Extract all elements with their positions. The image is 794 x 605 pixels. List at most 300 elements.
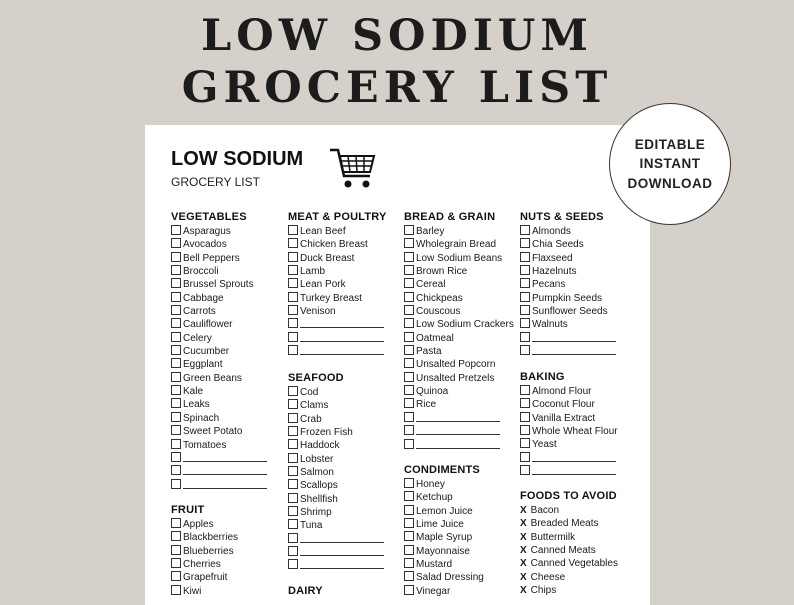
blank-list-item [288,318,387,331]
list-item [404,332,514,345]
list-item [520,305,616,318]
checkbox-icon[interactable] [520,385,530,395]
list-item-label: Spinach [183,412,220,424]
checkbox-icon[interactable] [520,238,530,248]
list-item [288,238,387,251]
checkbox-icon[interactable] [404,478,414,488]
checkbox-icon[interactable] [520,278,530,288]
list-item [171,545,238,558]
list-item-label: Cod [300,387,319,398]
list-item [288,439,384,452]
blank-list-item [288,559,384,572]
blank-write-line[interactable] [416,426,500,435]
list-item-label: Walnuts [532,319,568,331]
badge-line-1: EDITABLE [634,136,706,152]
checkbox-icon[interactable] [288,399,298,409]
checkbox-icon[interactable] [288,305,298,315]
section-dairy [288,584,323,599]
list-item-label: Almond Flour [532,386,592,397]
list-item [288,453,384,466]
list-item [404,478,484,491]
list-item-label: Kiwi [183,585,202,597]
checkbox-icon[interactable] [404,585,414,595]
list-item [171,265,267,278]
blank-list-item [520,465,618,478]
checkbox-icon[interactable] [520,318,530,328]
section-heading: FRUIT [171,504,205,516]
list-item-label: Wholegrain Bread [416,239,497,251]
list-item-label: Pumpkin Seeds [532,292,603,304]
list-item [520,504,618,517]
list-item-label: Oatmeal [416,332,454,344]
list-item [520,292,616,305]
list-item-label: Shrimp [300,507,332,519]
checkbox-icon[interactable] [171,252,181,262]
blank-write-line[interactable] [300,319,384,328]
list-item-label: Rice [416,399,437,411]
section-heading: FOODS TO AVOID [520,490,617,502]
checkbox-icon[interactable] [520,345,530,355]
checkbox-icon[interactable] [404,518,414,528]
list-item-label: Low Sodium Crackers [416,319,514,331]
blank-list-item [288,332,387,345]
checkbox-icon[interactable] [171,412,181,422]
blank-write-line[interactable] [532,346,616,355]
list-item-label: Barley [416,226,445,237]
blank-list-item [404,412,514,425]
list-item [404,238,514,251]
section-heading: DAIRY [288,585,323,597]
section-heading: MEAT & POULTRY [288,211,387,223]
section-heading: VEGETABLES [171,211,247,223]
list-item-label: Lean Pork [300,279,346,291]
list-item [520,517,618,530]
checkbox-icon[interactable] [171,385,181,395]
checkbox-icon[interactable] [288,479,298,489]
list-item [288,225,387,238]
list-item-label: Brown Rice [416,266,468,278]
checkbox-icon[interactable] [404,571,414,581]
list-item-label: Buttermilk [530,531,576,543]
checkbox-icon[interactable] [171,358,181,368]
list-item [171,332,267,345]
blank-list-item [288,546,384,559]
list-item [520,557,618,570]
section-bread-grain [404,210,514,452]
checkbox-icon[interactable] [520,292,530,302]
checkbox-icon[interactable] [404,318,414,328]
checkbox-icon[interactable] [288,519,298,529]
avoid-x-icon: X [520,518,527,530]
checkbox-icon[interactable] [288,439,298,449]
banner-title-line-1: LOW SODIUM [201,11,593,61]
list-item-label: Cereal [416,279,446,291]
list-item-label: Frozen Fish [300,427,353,439]
list-item-label: Yeast [532,439,557,451]
list-item [404,305,514,318]
blank-write-line[interactable] [416,413,500,422]
checkbox-icon[interactable] [404,278,414,288]
checkbox-icon[interactable] [520,398,530,408]
list-item-label: Pasta [416,346,442,358]
list-item-label: Quinoa [416,386,449,398]
avoid-x-icon: X [520,558,527,570]
checkbox-icon[interactable] [404,292,414,302]
list-item [520,438,618,451]
list-item-label: Cherries [183,559,221,571]
list-item-label: Honey [416,479,445,490]
checkbox-icon[interactable] [520,452,530,462]
checkbox-icon[interactable] [171,585,181,595]
blank-list-item [288,533,384,546]
list-item-label: Canned Meats [530,545,596,557]
list-item-label: Lean Beef [300,226,346,237]
list-item-label: Lime Juice [416,519,464,531]
list-item-label: Chickpeas [416,292,463,304]
list-item [171,531,238,544]
checkbox-icon[interactable] [171,558,181,568]
list-item-label: Unsalted Popcorn [416,359,496,371]
list-item [171,225,267,238]
blank-list-item [404,425,514,438]
section-heading: BAKING [520,371,565,383]
list-item [404,558,484,571]
checkbox-icon[interactable] [171,452,181,462]
list-item-label: Cheese [530,571,566,583]
blank-write-line[interactable] [300,560,384,569]
list-item [171,398,267,411]
checkbox-icon[interactable] [171,292,181,302]
checkbox-icon[interactable] [404,385,414,395]
blank-list-item [404,439,514,452]
list-item-label: Asparagus [183,226,231,237]
list-item [404,571,484,584]
list-item-label: Cucumber [183,346,230,358]
blank-write-line[interactable] [183,480,267,489]
list-item-label: Bell Peppers [183,252,240,264]
checkbox-icon[interactable] [288,453,298,463]
blank-write-line[interactable] [183,466,267,475]
checkbox-icon[interactable] [288,292,298,302]
checkbox-icon[interactable] [520,332,530,342]
section-fruit [171,503,238,598]
list-item [288,479,384,492]
checkbox-icon[interactable] [520,438,530,448]
list-item-label: Eggplant [183,359,223,371]
editable-badge [609,103,731,225]
list-item [171,292,267,305]
list-item [404,385,514,398]
list-item [404,545,484,558]
checkbox-icon[interactable] [288,332,298,342]
list-item [404,398,514,411]
list-item [171,372,267,385]
list-item-label: Broccoli [183,266,219,278]
section-heading: SEAFOOD [288,372,344,384]
checkbox-icon[interactable] [171,531,181,541]
list-item-label: Leaks [183,399,210,411]
checkbox-icon[interactable] [404,412,414,422]
checkbox-icon[interactable] [171,238,181,248]
badge-line-3: DOWNLOAD [627,175,713,191]
checkbox-icon[interactable] [404,238,414,248]
list-item-label: Couscous [416,306,461,318]
checkbox-icon[interactable] [288,278,298,288]
checkbox-icon[interactable] [288,318,298,328]
list-item [404,585,484,598]
list-item [171,439,267,452]
checkbox-icon[interactable] [171,318,181,328]
blank-list-item [171,465,267,478]
checkbox-icon[interactable] [288,546,298,556]
checkbox-icon[interactable] [288,265,298,275]
checkbox-icon[interactable] [404,491,414,501]
blank-list-item [171,452,267,465]
list-item [404,518,484,531]
list-item [171,558,238,571]
list-item-label: Almonds [532,226,571,237]
checkbox-icon[interactable] [520,412,530,422]
blank-write-line[interactable] [300,534,384,543]
section-meat-poultry [288,210,387,358]
section-condiments [404,463,484,598]
list-item [288,466,384,479]
list-item-label: Salmon [300,467,334,479]
checkbox-icon[interactable] [404,372,414,382]
checkbox-icon[interactable] [404,305,414,315]
checkbox-icon[interactable] [520,425,530,435]
avoid-x-icon: X [520,585,527,597]
list-item-label: Clams [300,400,329,412]
checkbox-icon[interactable] [288,466,298,476]
list-item [404,278,514,291]
list-item [404,252,514,265]
list-item-label: Bacon [530,505,560,516]
list-item-label: Cauliflower [183,319,233,331]
sheet-title: LOW SODIUM [171,148,304,170]
checkbox-icon[interactable] [520,305,530,315]
avoid-x-icon: X [520,571,527,583]
list-item-label: Maple Syrup [416,532,473,544]
list-item [520,278,616,291]
list-item-label: Flaxseed [532,252,573,264]
blank-write-line[interactable] [183,453,267,462]
checkbox-icon[interactable] [171,265,181,275]
checkbox-icon[interactable] [171,465,181,475]
list-item [171,238,267,251]
checkbox-icon[interactable] [404,345,414,355]
checkbox-icon[interactable] [288,386,298,396]
checkbox-icon[interactable] [171,345,181,355]
list-item-label: Breaded Meats [530,518,599,530]
checkbox-icon[interactable] [404,531,414,541]
list-item [520,531,618,544]
blank-list-item [520,345,616,358]
list-item [171,345,267,358]
checkbox-icon[interactable] [288,493,298,503]
section-baking [520,370,618,478]
checkbox-icon[interactable] [288,559,298,569]
checkbox-icon[interactable] [404,505,414,515]
section-vegetables [171,210,267,492]
avoid-x-icon: X [520,545,527,557]
page-banner [0,10,794,114]
list-item [404,318,514,331]
list-item-label: Tomatoes [183,439,227,451]
checkbox-icon[interactable] [404,332,414,342]
list-item [171,305,267,318]
checkbox-icon[interactable] [404,265,414,275]
list-item [288,292,387,305]
checkbox-icon[interactable] [404,252,414,262]
list-item [520,385,618,398]
checkbox-icon[interactable] [288,345,298,355]
list-item [288,506,384,519]
checkbox-icon[interactable] [288,533,298,543]
list-item [288,386,384,399]
checkbox-icon[interactable] [404,358,414,368]
list-item-label: Sweet Potato [183,426,243,438]
list-item-label: Mustard [416,559,453,571]
checkbox-icon[interactable] [404,425,414,435]
blank-write-line[interactable] [300,346,384,355]
list-item-label: Venison [300,306,336,318]
checkbox-icon[interactable] [404,225,414,235]
list-item-label: Scallops [300,480,338,492]
list-item-label: Salad Dressing [416,572,484,584]
blank-list-item [520,452,618,465]
checkbox-icon[interactable] [404,398,414,408]
list-item [404,345,514,358]
list-item [288,399,384,412]
list-item [288,278,387,291]
list-item [171,358,267,371]
list-item [404,372,514,385]
list-item [520,544,618,557]
list-item-label: Chia Seeds [532,239,584,251]
checkbox-icon[interactable] [404,439,414,449]
checkbox-icon[interactable] [171,372,181,382]
blank-list-item [520,332,616,345]
list-item-label: Low Sodium Beans [416,252,503,264]
checkbox-icon[interactable] [171,479,181,489]
list-item-label: Brussel Sprouts [183,279,254,291]
list-item [171,385,267,398]
checkbox-icon[interactable] [171,439,181,449]
list-item [520,412,618,425]
list-item-label: Apples [183,519,214,530]
checkbox-icon[interactable] [171,571,181,581]
checkbox-icon[interactable] [171,398,181,408]
list-item [520,425,618,438]
list-item-label: Blackberries [183,532,239,544]
list-item [171,571,238,584]
list-item-label: Vanilla Extract [532,412,596,424]
checkbox-icon[interactable] [171,545,181,555]
list-item-label: Whole Wheat Flour [532,426,618,438]
list-item-label: Kale [183,386,204,398]
list-item-label: Tuna [300,520,323,532]
list-item [171,278,267,291]
list-item-label: Hazelnuts [532,266,577,278]
list-item [171,318,267,331]
checkbox-icon[interactable] [520,252,530,262]
checkbox-icon[interactable] [288,252,298,262]
checkbox-icon[interactable] [171,332,181,342]
list-item [404,292,514,305]
checkbox-icon[interactable] [288,225,298,235]
list-item [288,493,384,506]
badge-line-2: INSTANT [639,156,701,172]
list-item [288,265,387,278]
checkbox-icon[interactable] [288,506,298,516]
list-item-label: Chips [530,585,557,597]
avoid-x-icon: X [520,505,527,516]
list-item-label: Mayonnaise [416,545,470,557]
checkbox-icon[interactable] [288,238,298,248]
checkbox-icon[interactable] [288,426,298,436]
list-item-label: Canned Vegetables [530,558,618,570]
blank-write-line[interactable] [300,333,384,342]
list-item-label: Grapefruit [183,572,228,584]
checkbox-icon[interactable] [520,265,530,275]
checkbox-icon[interactable] [171,225,181,235]
blank-write-line[interactable] [300,547,384,556]
list-item-label: Celery [183,332,212,344]
list-item [171,412,267,425]
list-item-label: Duck Breast [300,252,355,264]
list-item [520,265,616,278]
blank-write-line[interactable] [416,440,500,449]
list-item-label: Crab [300,413,322,425]
checkbox-icon[interactable] [404,545,414,555]
list-item [520,225,616,238]
checkbox-icon[interactable] [288,413,298,423]
list-item-label: Unsalted Pretzels [416,372,495,384]
checkbox-icon[interactable] [520,465,530,475]
checkbox-icon[interactable] [171,305,181,315]
section-heading: CONDIMENTS [404,464,480,476]
checkbox-icon[interactable] [171,278,181,288]
list-item [288,519,384,532]
list-item [404,265,514,278]
list-item [404,505,484,518]
list-item [404,491,484,504]
sheet-subtitle: GROCERY LIST [171,175,260,189]
list-item [520,238,616,251]
list-item [404,225,514,238]
blank-write-line[interactable] [532,453,616,462]
section-nuts-seeds [520,210,616,358]
list-item [520,252,616,265]
list-item [520,584,618,597]
blank-list-item [171,479,267,492]
list-item [520,318,616,331]
checkbox-icon[interactable] [520,225,530,235]
banner-title-line-2: GROCERY LIST [181,63,613,113]
shopping-cart-icon [328,146,378,190]
section-heading: BREAD & GRAIN [404,211,496,223]
list-item [404,531,484,544]
blank-write-line[interactable] [532,333,616,342]
checkbox-icon[interactable] [171,518,181,528]
list-item [171,252,267,265]
list-item-label: Coconut Flour [532,399,595,411]
checkbox-icon[interactable] [171,425,181,435]
checkbox-icon[interactable] [404,558,414,568]
list-item [404,358,514,371]
blank-write-line[interactable] [532,466,616,475]
